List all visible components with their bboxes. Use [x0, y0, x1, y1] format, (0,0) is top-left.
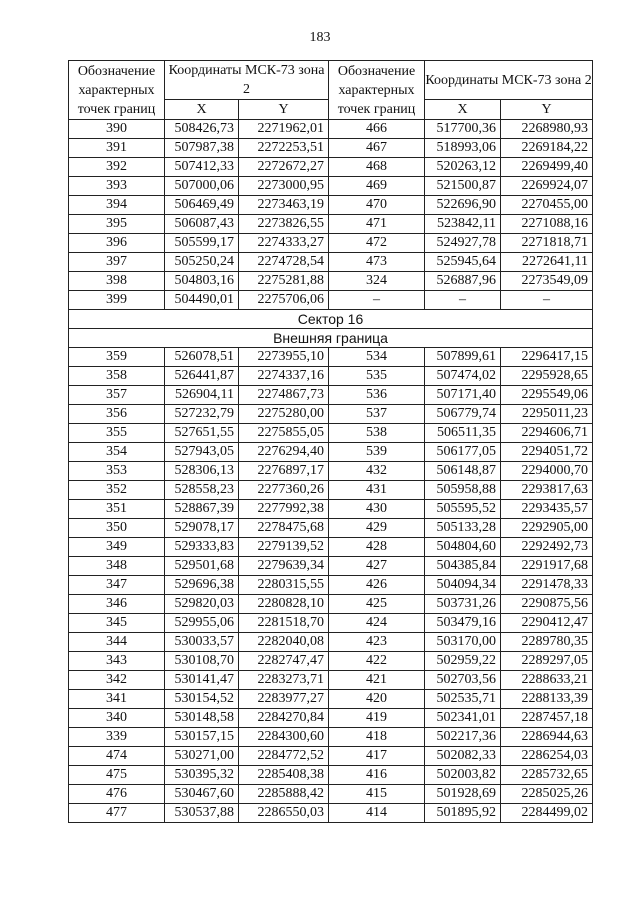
point-left-cell: 347 [69, 576, 165, 595]
point-right-cell: 418 [329, 728, 425, 747]
y-left-cell: 2273463,19 [239, 196, 329, 215]
y-left-cell: 2284270,84 [239, 709, 329, 728]
point-right-cell: 539 [329, 443, 425, 462]
y-left-cell: 2273955,10 [239, 348, 329, 367]
point-right-cell: 432 [329, 462, 425, 481]
point-right-cell: 417 [329, 747, 425, 766]
x-left-cell: 528306,13 [165, 462, 239, 481]
table-row [69, 405, 593, 424]
y-left-cell: 2274337,16 [239, 367, 329, 386]
table-row [69, 728, 593, 747]
x-right-cell: 506511,35 [425, 424, 501, 443]
x-right-cell: 520263,12 [425, 158, 501, 177]
subsection-title: Внешняя граница [69, 329, 593, 348]
point-left-cell: 351 [69, 500, 165, 519]
table-row [69, 462, 593, 481]
sector-title: Сектор 16 [69, 310, 593, 329]
table-row [69, 500, 593, 519]
table-row [69, 766, 593, 785]
x-right-cell: 505958,88 [425, 481, 501, 500]
table-row [69, 576, 593, 595]
x-right-cell: 502703,56 [425, 671, 501, 690]
x-right-cell: 502341,01 [425, 709, 501, 728]
point-right-cell: 422 [329, 652, 425, 671]
y-left-cell: 2276897,17 [239, 462, 329, 481]
y-left-cell: 2275706,06 [239, 291, 329, 310]
y-left-cell: 2274728,54 [239, 253, 329, 272]
point-right-cell: 472 [329, 234, 425, 253]
x-right-cell: 521500,87 [425, 177, 501, 196]
x-left-cell: 530148,58 [165, 709, 239, 728]
y-left-cell: 2278475,68 [239, 519, 329, 538]
table-row [69, 595, 593, 614]
y-right-cell: 2292905,00 [501, 519, 593, 538]
point-left-cell: 399 [69, 291, 165, 310]
table-row [69, 367, 593, 386]
x-left-cell: 530395,32 [165, 766, 239, 785]
table-row [69, 538, 593, 557]
y-right-cell: 2295011,23 [501, 405, 593, 424]
point-left-cell: 356 [69, 405, 165, 424]
point-right-cell: 470 [329, 196, 425, 215]
y-right-cell: 2296417,15 [501, 348, 593, 367]
table-body-top [69, 120, 593, 310]
y-left-cell: 2279139,52 [239, 538, 329, 557]
point-right-cell: 426 [329, 576, 425, 595]
point-right-cell: 469 [329, 177, 425, 196]
table-row [69, 196, 593, 215]
point-left-cell: 348 [69, 557, 165, 576]
x-left-cell: 506469,49 [165, 196, 239, 215]
point-left-cell: 349 [69, 538, 165, 557]
table-row [69, 215, 593, 234]
table-row [69, 291, 593, 310]
x-right-cell: 506177,05 [425, 443, 501, 462]
y-right-cell: 2270455,00 [501, 196, 593, 215]
y-right-cell: 2288633,21 [501, 671, 593, 690]
x-left-cell: 505250,24 [165, 253, 239, 272]
point-column-header-right: Обозначение характерных точек границ [329, 61, 425, 120]
point-left-cell: 344 [69, 633, 165, 652]
x-right-cell: 505595,52 [425, 500, 501, 519]
x-right-cell: 507899,61 [425, 348, 501, 367]
table-row [69, 177, 593, 196]
x-left-cell: 527232,79 [165, 405, 239, 424]
y-left-cell: 2285408,38 [239, 766, 329, 785]
table-row [69, 690, 593, 709]
y-right-cell: 2291917,68 [501, 557, 593, 576]
x-left-cell: 530271,00 [165, 747, 239, 766]
y-right-cell: 2295549,06 [501, 386, 593, 405]
x-right-cell: 507171,40 [425, 386, 501, 405]
table-row [69, 614, 593, 633]
x-right-cell: 502217,36 [425, 728, 501, 747]
x-right-cell: 506148,87 [425, 462, 501, 481]
point-left-cell: 343 [69, 652, 165, 671]
table-row [69, 120, 593, 139]
x-left-cell: 504490,01 [165, 291, 239, 310]
y-left-cell: 2281518,70 [239, 614, 329, 633]
point-right-cell: 536 [329, 386, 425, 405]
x-right-cell: 518993,06 [425, 139, 501, 158]
x-left-cell: 529333,83 [165, 538, 239, 557]
sector-section [69, 310, 593, 348]
table-row [69, 709, 593, 728]
x-right-cell: 522696,90 [425, 196, 501, 215]
x-left-cell: 529078,17 [165, 519, 239, 538]
x-right-cell: 505133,28 [425, 519, 501, 538]
x-right-cell: 503170,00 [425, 633, 501, 652]
y-right-cell: 2294051,72 [501, 443, 593, 462]
point-column-header-left: Обозначение характерных точек границ [69, 61, 165, 120]
point-left-cell: 341 [69, 690, 165, 709]
y-left-cell: 2283273,71 [239, 671, 329, 690]
table-row [69, 481, 593, 500]
point-right-cell: 468 [329, 158, 425, 177]
y-left-cell: 2273000,95 [239, 177, 329, 196]
point-left-cell: 352 [69, 481, 165, 500]
point-left-cell: 391 [69, 139, 165, 158]
table-row [69, 139, 593, 158]
x-left-cell: 507000,06 [165, 177, 239, 196]
y-column-header-right: Y [501, 100, 593, 120]
x-right-cell: 504094,34 [425, 576, 501, 595]
point-left-cell: 474 [69, 747, 165, 766]
x-left-cell: 526441,87 [165, 367, 239, 386]
point-left-cell: 346 [69, 595, 165, 614]
point-left-cell: 390 [69, 120, 165, 139]
point-left-cell: 359 [69, 348, 165, 367]
point-right-cell: 431 [329, 481, 425, 500]
point-left-cell: 397 [69, 253, 165, 272]
x-left-cell: 527651,55 [165, 424, 239, 443]
table-row [69, 424, 593, 443]
y-right-cell: 2286944,63 [501, 728, 593, 747]
table-row [69, 785, 593, 804]
point-left-cell: 354 [69, 443, 165, 462]
point-left-cell: 392 [69, 158, 165, 177]
x-left-cell: 529696,38 [165, 576, 239, 595]
x-left-cell: 528558,23 [165, 481, 239, 500]
x-left-cell: 529955,06 [165, 614, 239, 633]
y-right-cell: 2272641,11 [501, 253, 593, 272]
x-left-cell: 530141,47 [165, 671, 239, 690]
table-header [69, 61, 593, 120]
table-row [69, 633, 593, 652]
x-left-cell: 530467,60 [165, 785, 239, 804]
point-left-cell: 350 [69, 519, 165, 538]
y-right-cell: 2271818,71 [501, 234, 593, 253]
x-column-header-left: X [165, 100, 239, 120]
x-left-cell: 530157,15 [165, 728, 239, 747]
y-left-cell: 2271962,01 [239, 120, 329, 139]
x-left-cell: 507412,33 [165, 158, 239, 177]
x-right-cell: 503731,26 [425, 595, 501, 614]
y-right-cell: 2293817,63 [501, 481, 593, 500]
y-right-cell: 2285025,26 [501, 785, 593, 804]
x-right-cell: 507474,02 [425, 367, 501, 386]
x-right-cell: 506779,74 [425, 405, 501, 424]
x-left-cell: 529820,03 [165, 595, 239, 614]
point-right-cell: 419 [329, 709, 425, 728]
coordinates-table [68, 60, 593, 823]
point-left-cell: 395 [69, 215, 165, 234]
x-right-cell: 526887,96 [425, 272, 501, 291]
point-left-cell: 340 [69, 709, 165, 728]
y-left-cell: 2286550,03 [239, 804, 329, 823]
point-left-cell: 345 [69, 614, 165, 633]
x-right-cell: 502959,22 [425, 652, 501, 671]
point-right-cell: 427 [329, 557, 425, 576]
table-row [69, 747, 593, 766]
point-right-cell: 416 [329, 766, 425, 785]
table-row [69, 158, 593, 177]
y-left-cell: 2282747,47 [239, 652, 329, 671]
y-column-header-left: Y [239, 100, 329, 120]
point-right-cell: 415 [329, 785, 425, 804]
point-right-cell: 420 [329, 690, 425, 709]
x-left-cell: 508426,73 [165, 120, 239, 139]
y-left-cell: 2274867,73 [239, 386, 329, 405]
point-left-cell: 357 [69, 386, 165, 405]
point-right-cell: 534 [329, 348, 425, 367]
point-right-cell: 537 [329, 405, 425, 424]
y-right-cell: 2269184,22 [501, 139, 593, 158]
x-left-cell: 526078,51 [165, 348, 239, 367]
table-row [69, 652, 593, 671]
y-right-cell: 2286254,03 [501, 747, 593, 766]
y-left-cell: 2277360,26 [239, 481, 329, 500]
y-left-cell: 2273826,55 [239, 215, 329, 234]
point-left-cell: 396 [69, 234, 165, 253]
x-right-cell: 524927,78 [425, 234, 501, 253]
x-right-cell: 501895,92 [425, 804, 501, 823]
point-right-cell: 473 [329, 253, 425, 272]
point-right-cell: 471 [329, 215, 425, 234]
point-left-cell: 398 [69, 272, 165, 291]
x-left-cell: 530154,52 [165, 690, 239, 709]
point-right-cell: 466 [329, 120, 425, 139]
point-right-cell: 538 [329, 424, 425, 443]
point-right-cell: 423 [329, 633, 425, 652]
point-right-cell: 535 [329, 367, 425, 386]
y-right-cell: 2295928,65 [501, 367, 593, 386]
y-left-cell: 2275281,88 [239, 272, 329, 291]
y-right-cell: 2287457,18 [501, 709, 593, 728]
y-right-cell: 2273549,09 [501, 272, 593, 291]
x-right-cell: 502535,71 [425, 690, 501, 709]
x-left-cell: 526904,11 [165, 386, 239, 405]
table-row [69, 443, 593, 462]
coords-column-header-left: Координаты МСК-73 зона 2 [165, 61, 329, 100]
table-body-bottom [69, 348, 593, 823]
point-left-cell: 358 [69, 367, 165, 386]
point-right-cell: 425 [329, 595, 425, 614]
x-right-cell: 523842,11 [425, 215, 501, 234]
x-left-cell: 504803,16 [165, 272, 239, 291]
point-left-cell: 476 [69, 785, 165, 804]
point-left-cell: 394 [69, 196, 165, 215]
point-left-cell: 393 [69, 177, 165, 196]
y-right-cell: 2268980,93 [501, 120, 593, 139]
y-right-cell: 2288133,39 [501, 690, 593, 709]
x-left-cell: 530033,57 [165, 633, 239, 652]
x-left-cell: 505599,17 [165, 234, 239, 253]
point-left-cell: 339 [69, 728, 165, 747]
subsection-row [69, 329, 593, 348]
point-right-cell: – [329, 291, 425, 310]
x-right-cell: 504385,84 [425, 557, 501, 576]
table-row [69, 671, 593, 690]
table-row [69, 234, 593, 253]
y-left-cell: 2279639,34 [239, 557, 329, 576]
y-right-cell: 2290875,56 [501, 595, 593, 614]
point-right-cell: 424 [329, 614, 425, 633]
y-right-cell: 2289297,05 [501, 652, 593, 671]
y-right-cell: 2290412,47 [501, 614, 593, 633]
y-left-cell: 2280828,10 [239, 595, 329, 614]
x-left-cell: 530537,88 [165, 804, 239, 823]
x-right-cell: 503479,16 [425, 614, 501, 633]
table-row [69, 519, 593, 538]
point-left-cell: 477 [69, 804, 165, 823]
y-right-cell: 2294000,70 [501, 462, 593, 481]
y-right-cell: 2271088,16 [501, 215, 593, 234]
y-left-cell: 2282040,08 [239, 633, 329, 652]
point-left-cell: 353 [69, 462, 165, 481]
y-right-cell: 2269924,07 [501, 177, 593, 196]
y-left-cell: 2280315,55 [239, 576, 329, 595]
y-left-cell: 2285888,42 [239, 785, 329, 804]
x-left-cell: 507987,38 [165, 139, 239, 158]
x-left-cell: 529501,68 [165, 557, 239, 576]
y-right-cell: 2269499,40 [501, 158, 593, 177]
y-right-cell: 2285732,65 [501, 766, 593, 785]
y-left-cell: 2284772,52 [239, 747, 329, 766]
table-row [69, 253, 593, 272]
point-left-cell: 475 [69, 766, 165, 785]
y-right-cell: 2289780,35 [501, 633, 593, 652]
x-right-cell: 517700,36 [425, 120, 501, 139]
point-right-cell: 429 [329, 519, 425, 538]
y-left-cell: 2272672,27 [239, 158, 329, 177]
point-right-cell: 421 [329, 671, 425, 690]
x-left-cell: 527943,05 [165, 443, 239, 462]
y-left-cell: 2276294,40 [239, 443, 329, 462]
coords-column-header-right: Координаты МСК-73 зона 2 [425, 61, 593, 100]
point-right-cell: 324 [329, 272, 425, 291]
x-right-cell: 502003,82 [425, 766, 501, 785]
y-left-cell: 2274333,27 [239, 234, 329, 253]
x-right-cell: 525945,64 [425, 253, 501, 272]
y-left-cell: 2277992,38 [239, 500, 329, 519]
x-right-cell: 501928,69 [425, 785, 501, 804]
point-right-cell: 428 [329, 538, 425, 557]
x-left-cell: 528867,39 [165, 500, 239, 519]
point-right-cell: 467 [329, 139, 425, 158]
y-right-cell: 2294606,71 [501, 424, 593, 443]
x-column-header-right: X [425, 100, 501, 120]
point-left-cell: 355 [69, 424, 165, 443]
x-right-cell: 504804,60 [425, 538, 501, 557]
point-right-cell: 414 [329, 804, 425, 823]
table-row [69, 557, 593, 576]
y-right-cell: 2291478,33 [501, 576, 593, 595]
table-row [69, 386, 593, 405]
sector-row [69, 310, 593, 329]
x-right-cell: – [425, 291, 501, 310]
point-left-cell: 342 [69, 671, 165, 690]
x-right-cell: 502082,33 [425, 747, 501, 766]
point-right-cell: 430 [329, 500, 425, 519]
y-right-cell: 2284499,02 [501, 804, 593, 823]
table-row [69, 804, 593, 823]
y-left-cell: 2275280,00 [239, 405, 329, 424]
x-left-cell: 506087,43 [165, 215, 239, 234]
y-left-cell: 2283977,27 [239, 690, 329, 709]
y-left-cell: 2275855,05 [239, 424, 329, 443]
page-number: 183 [309, 30, 331, 45]
y-right-cell: – [501, 291, 593, 310]
y-left-cell: 2272253,51 [239, 139, 329, 158]
x-left-cell: 530108,70 [165, 652, 239, 671]
y-right-cell: 2292492,73 [501, 538, 593, 557]
y-left-cell: 2284300,60 [239, 728, 329, 747]
table-row [69, 348, 593, 367]
y-right-cell: 2293435,57 [501, 500, 593, 519]
table-row [69, 272, 593, 291]
